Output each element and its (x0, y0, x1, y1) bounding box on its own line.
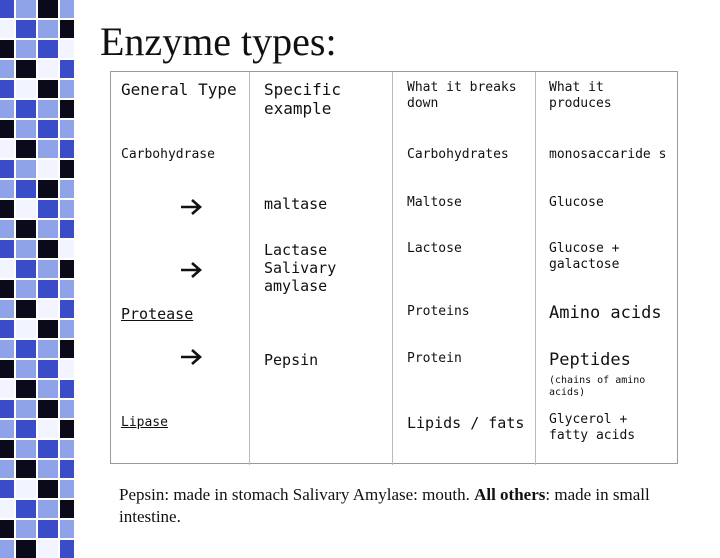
stripe-square (60, 140, 74, 158)
stripe-square (16, 100, 36, 118)
stripe-square (38, 480, 58, 498)
stripe-square (60, 480, 74, 498)
stripe-square (60, 80, 74, 98)
stripe-square (38, 420, 58, 438)
stripe-square (0, 460, 14, 478)
stripe-square (0, 320, 14, 338)
stripe-square (0, 420, 14, 438)
stripe-square (0, 440, 14, 458)
stripe-square (60, 180, 74, 198)
stripe-square (16, 80, 36, 98)
stripe-square (0, 260, 14, 278)
produces-note: (chains of amino acids) (549, 375, 646, 398)
stripe-square (16, 540, 36, 558)
stripe-square (60, 60, 74, 78)
stripe-square (16, 500, 36, 518)
stripe-square (0, 380, 14, 398)
stripe-square (60, 160, 74, 178)
stripe-square (0, 400, 14, 418)
stripe-square (16, 280, 36, 298)
stripe-square (16, 0, 36, 18)
stripe-square (60, 340, 74, 358)
stripe-square (16, 180, 36, 198)
stripe-square (38, 460, 58, 478)
stripe-square (38, 360, 58, 378)
general-type-cell: Lipase (121, 415, 168, 430)
stripe-square (0, 540, 14, 558)
right-arrow-icon (179, 346, 205, 368)
stripe-square (60, 240, 74, 258)
general-type-cell: Protease (121, 305, 194, 323)
stripe-square (0, 520, 14, 538)
stripe-square (38, 120, 58, 138)
stripe-square (60, 220, 74, 238)
produces-cell: Glucose + galactose (549, 241, 620, 272)
stripe-square (0, 160, 14, 178)
stripe-square (60, 200, 74, 218)
stripe-square (0, 20, 14, 38)
breaks-down-cell: Lactose (407, 241, 462, 256)
header-specific-example: Specific example (264, 80, 342, 119)
stripe-square (38, 220, 58, 238)
stripe-square (0, 140, 14, 158)
stripe-square (38, 500, 58, 518)
stripe-square (60, 0, 74, 18)
stripe-square (60, 360, 74, 378)
stripe-square (16, 200, 36, 218)
stripe-square (16, 140, 36, 158)
stripe-square (16, 520, 36, 538)
stripe-square (0, 80, 14, 98)
stripe-square (0, 180, 14, 198)
produces-cell: Glycerol + fatty acids (549, 412, 636, 443)
produces-cell: Glucose (549, 195, 604, 210)
stripe-square (38, 520, 58, 538)
breaks-down-cell: Carbohydrates (407, 147, 509, 162)
stripe-square (60, 100, 74, 118)
stripe-square (60, 440, 74, 458)
stripe-square (38, 160, 58, 178)
example-cell: Lactase Salivary amylase (264, 241, 337, 295)
column-divider (535, 72, 536, 465)
stripe-square (0, 360, 14, 378)
decorative-stripe (0, 0, 84, 540)
footer-others-text: : made in small intestine. (119, 485, 650, 527)
footer-note (119, 484, 679, 528)
breaks-down-cell: Lipids / fats (407, 414, 525, 432)
stripe-square (60, 120, 74, 138)
general-type-cell: Carbohydrase (121, 147, 215, 162)
stripe-square (38, 300, 58, 318)
stripe-square (0, 480, 14, 498)
stripe-square (60, 460, 74, 478)
stripe-square (60, 260, 74, 278)
stripe-square (38, 40, 58, 58)
stripe-square (0, 300, 14, 318)
footer-pepsin-text: : made in stomach Salivary Amylase: mouth. (164, 485, 475, 504)
stripe-square (0, 40, 14, 58)
stripe-square (60, 300, 74, 318)
example-cell: Pepsin (264, 351, 319, 369)
stripe-square (16, 320, 36, 338)
stripe-square (38, 540, 58, 558)
stripe-square (60, 280, 74, 298)
breaks-down-cell: Maltose (407, 195, 462, 210)
right-arrow-icon (179, 196, 205, 218)
stripe-square (16, 380, 36, 398)
stripe-square (38, 440, 58, 458)
stripe-square (16, 340, 36, 358)
produces-cell: Amino acids (549, 303, 662, 323)
stripe-square (0, 240, 14, 258)
stripe-square (16, 400, 36, 418)
stripe-square (60, 40, 74, 58)
stripe-square (0, 120, 14, 138)
footer-pepsin-label: Pepsin (119, 485, 165, 504)
column-divider (392, 72, 393, 465)
stripe-square (16, 60, 36, 78)
stripe-square (16, 440, 36, 458)
stripe-square (16, 260, 36, 278)
stripe-square (60, 420, 74, 438)
stripe-square (38, 280, 58, 298)
stripe-square (0, 60, 14, 78)
stripe-square (38, 20, 58, 38)
breaks-down-cell: Protein (407, 351, 462, 366)
produces-cell: Peptides (549, 350, 631, 370)
stripe-square (38, 400, 58, 418)
stripe-square (38, 340, 58, 358)
stripe-square (0, 280, 14, 298)
stripe-square (16, 120, 36, 138)
column-divider (249, 72, 250, 465)
stripe-square (60, 520, 74, 538)
stripe-square (0, 220, 14, 238)
stripe-square (0, 200, 14, 218)
stripe-square (0, 500, 14, 518)
stripe-square (38, 80, 58, 98)
stripe-square (16, 420, 36, 438)
stripe-square (38, 140, 58, 158)
stripe-square (60, 320, 74, 338)
enzyme-table (110, 71, 678, 464)
example-cell: maltase (264, 195, 328, 213)
stripe-square (16, 360, 36, 378)
stripe-square (60, 400, 74, 418)
stripe-square (38, 260, 58, 278)
stripe-square (16, 240, 36, 258)
stripe-square (16, 300, 36, 318)
stripe-square (38, 320, 58, 338)
footer-others-label: All others (474, 485, 546, 504)
stripe-square (38, 100, 58, 118)
stripe-square (0, 340, 14, 358)
produces-cell: monosaccaride s (549, 147, 667, 162)
stripe-square (16, 160, 36, 178)
stripe-square (16, 480, 36, 498)
stripe-square (38, 0, 58, 18)
breaks-down-cell: Proteins (407, 304, 470, 319)
stripe-square (38, 60, 58, 78)
header-breaks-down: What it breaks down (407, 80, 517, 111)
stripe-square (0, 0, 14, 18)
stripe-square (60, 540, 74, 558)
stripe-square (16, 460, 36, 478)
right-arrow-icon (179, 259, 205, 281)
stripe-square (60, 500, 74, 518)
stripe-square (60, 20, 74, 38)
header-general-type: General Type (121, 80, 237, 99)
stripe-square (16, 40, 36, 58)
stripe-square (38, 380, 58, 398)
stripe-square (0, 100, 14, 118)
page-title: Enzyme types: (100, 19, 337, 64)
stripe-square (38, 200, 58, 218)
stripe-square (16, 220, 36, 238)
stripe-square (16, 20, 36, 38)
header-produces: What it produces (549, 80, 612, 111)
stripe-square (60, 380, 74, 398)
stripe-square (38, 180, 58, 198)
stripe-square (38, 240, 58, 258)
